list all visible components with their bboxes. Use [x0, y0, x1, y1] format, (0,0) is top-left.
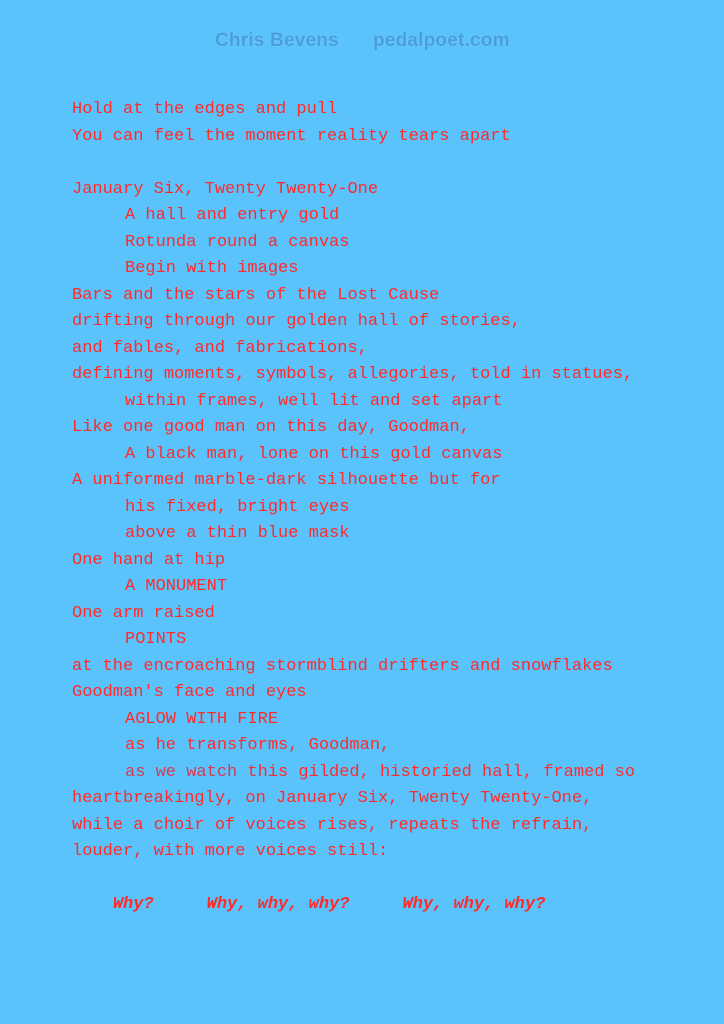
poem-line: One arm raised	[72, 603, 215, 623]
poem-line: at the encroaching stormblind drifters and snowflakes	[72, 656, 613, 676]
poem-line-lead: as we watch	[125, 762, 238, 782]
poem-line: above a thin blue mask	[125, 524, 350, 543]
poem-line	[72, 760, 712, 787]
poem-line: his fixed, bright eyes	[125, 497, 350, 517]
refrain-line	[72, 866, 712, 914]
poem-line: AGLOW WITH FIRE	[125, 709, 279, 729]
poem-line: heartbreakingly, on January Six, Twenty Twenty-One,	[72, 789, 593, 808]
refrain-why-1: Why?	[112, 895, 154, 914]
poem-line: Hold at the edges and pull	[72, 100, 338, 119]
poem-line: defining moments, symbols, allegories, told in statues,	[72, 365, 634, 384]
poem-line: POINTS	[125, 630, 187, 649]
refrain-why-3: Why, why, why?	[402, 895, 546, 914]
poem-line: while a choir of voices rises, repeats the refrain,	[72, 815, 593, 835]
poem-line: A hall and entry gold	[125, 206, 340, 225]
poem-line: January Six, Twenty Twenty-One	[72, 179, 379, 199]
poem-line: Bars and the stars of the Lost Cause	[72, 285, 440, 305]
poem-body	[72, 97, 712, 914]
poem-line: Like one good man on this day, Goodman,	[72, 418, 470, 437]
poem-line: One hand at hip	[72, 550, 226, 570]
poem-line-rest: this gilded, historied hall, framed so	[237, 762, 636, 782]
poem-line: within frames, well lit and set apart	[125, 391, 503, 411]
poem-line: as he transforms, Goodman,	[125, 736, 391, 755]
poem-line: Goodman's face and eyes	[72, 683, 307, 702]
poem-line: A uniformed marble-dark silhouette but for	[72, 471, 501, 490]
author-name: Chris Bevens	[215, 30, 339, 51]
page-header	[0, 30, 724, 58]
poem-line: louder, with more voices still:	[72, 842, 389, 861]
site-link[interactable]: pedalpoet.com	[373, 30, 510, 51]
poem-line: drifting through our golden hall of stories,	[72, 312, 521, 331]
poem-line: A MONUMENT	[125, 577, 228, 596]
poem-line: Rotunda round a canvas	[125, 232, 350, 252]
poem-line: and fables, and fabrications,	[72, 338, 368, 358]
stanza-break	[72, 150, 712, 177]
refrain-why-2: Why, why, why?	[206, 895, 350, 914]
poem-line: A black man, lone on this gold canvas	[125, 444, 503, 464]
poem-line: You can feel the moment reality tears apart	[72, 126, 511, 146]
poem-line: Begin with images	[125, 259, 299, 278]
